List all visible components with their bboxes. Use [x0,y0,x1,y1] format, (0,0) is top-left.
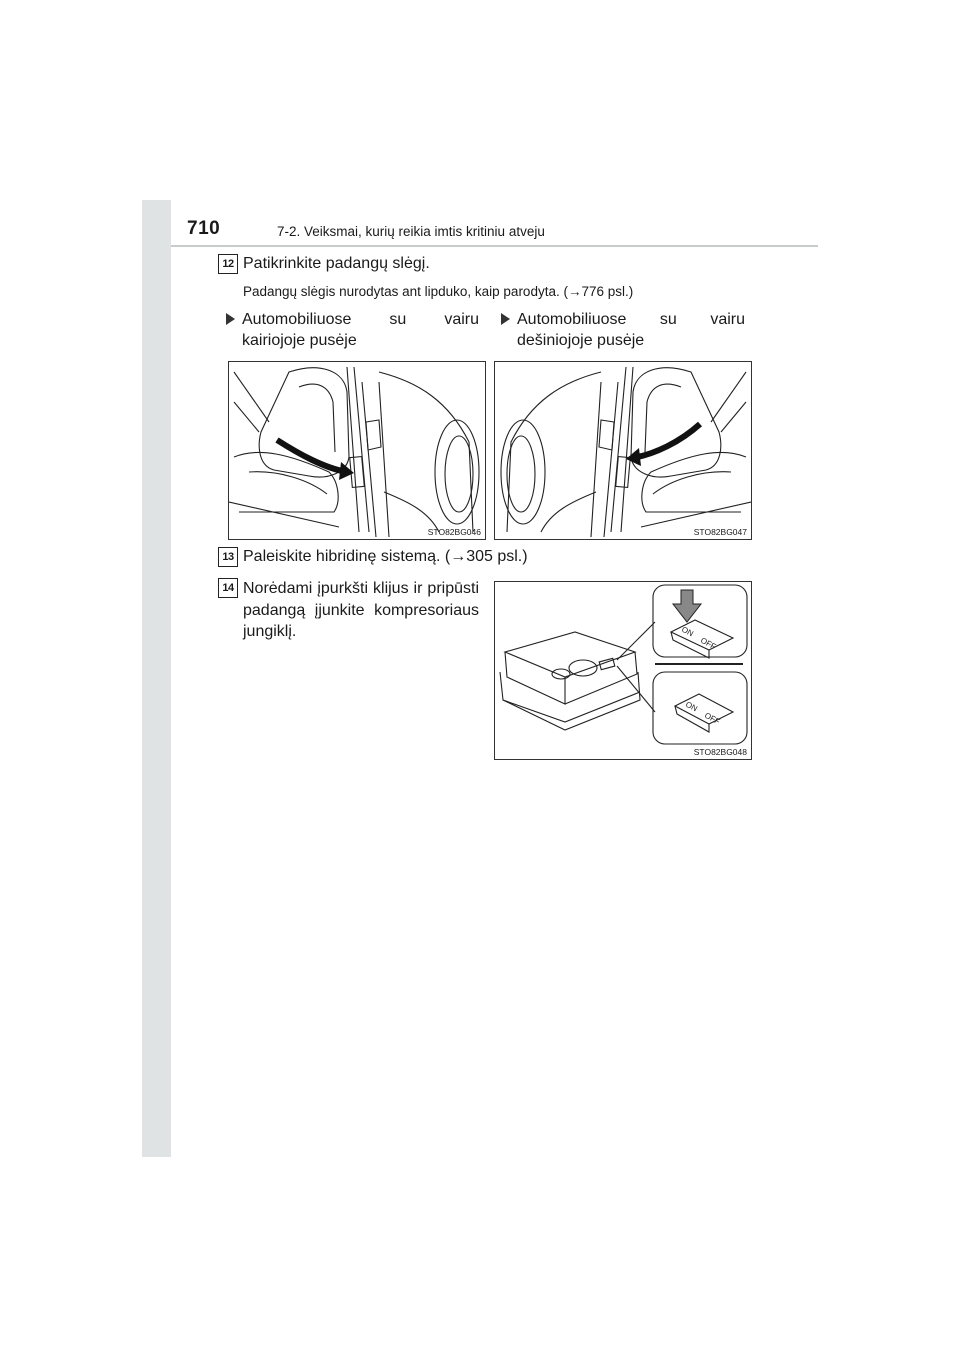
figure-lhd-tire-label [228,361,486,540]
switch-on-label: ON [684,699,699,714]
bullet-triangle-icon [501,313,510,325]
switch-off-label: OFF [699,635,718,652]
figure-code: STO82BG046 [427,527,481,537]
step-badge-12: 12 [218,254,238,274]
figure-code: STO82BG047 [693,527,747,537]
car-door-pillar-illustration [229,362,485,539]
variant-label: Automobiliuose su vairu dešiniojoje pusėje [517,311,745,349]
car-door-pillar-illustration [495,362,751,539]
compressor-illustration [495,582,751,759]
figure-rhd-tire-label [494,361,752,540]
sidebar-tab [142,200,171,1157]
variant-right-hand-drive [517,309,745,351]
section-title: 7-2. Veiksmai, kurių reikia imtis kritiniu atveju [277,224,545,239]
variant-left-hand-drive [242,309,479,351]
step-12-text: Patikrinkite padangų slėgį. [243,255,430,272]
variant-label: Automobiliuose su vairu kairiojoje pusėje [242,311,479,349]
bullet-triangle-icon [226,313,235,325]
figure-code: STO82BG048 [693,747,747,757]
step-badge-14: 14 [218,578,238,598]
switch-off-label: OFF [703,710,722,727]
step-14-text: Norėdami įpurkšti klijus ir pripūsti padangą įjunkite kompresoriaus jungiklį. [243,580,479,640]
figure-compressor-switch [494,581,752,760]
step-13-text: Paleiskite hibridinę sistemą. (→305 psl.) [243,548,528,565]
step-badge-13: 13 [218,547,238,567]
step-12-note: Padangų slėgis nurodytas ant lipduko, kaip parodyta. (→776 psl.) [243,284,634,299]
page-number: 710 [187,218,221,239]
header-rule [171,245,818,247]
switch-on-label: ON [680,624,695,639]
page-header [171,200,818,246]
